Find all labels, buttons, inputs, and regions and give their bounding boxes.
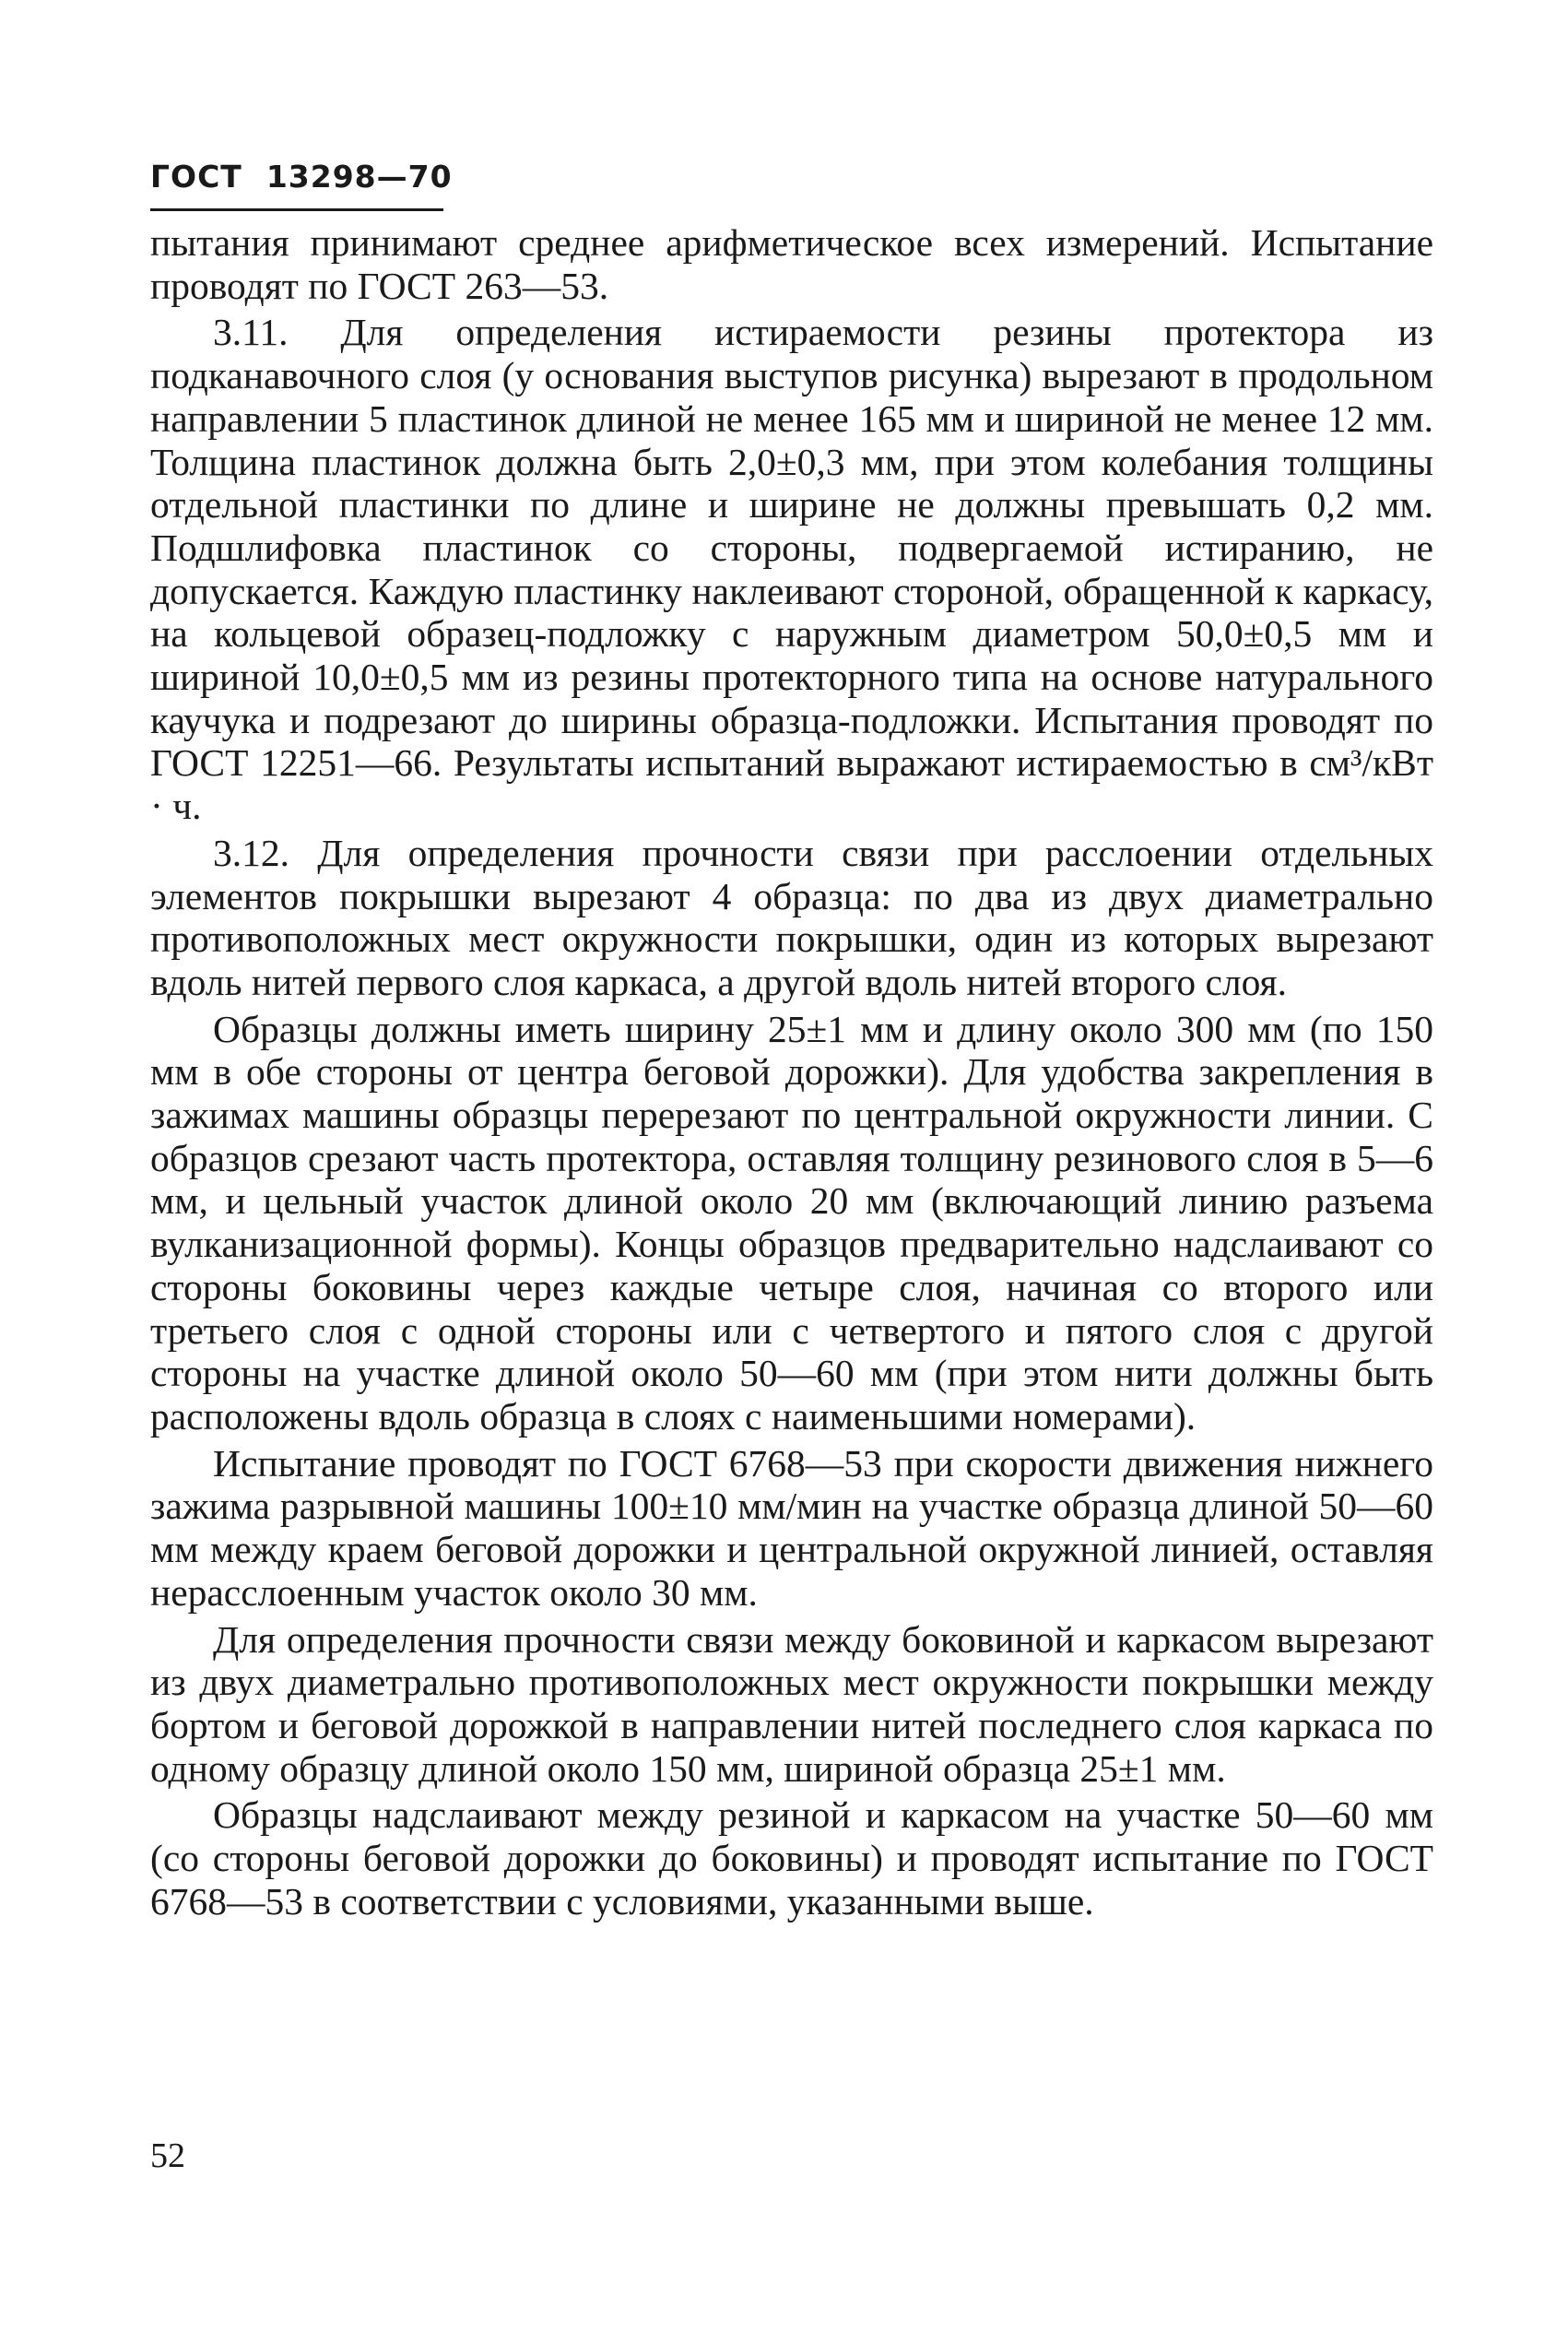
document-header: [150, 159, 453, 195]
paragraph-delamination: Образцы надслаивают между резиной и каркасом на участке 50—60 мм (со стороны беговой дорожки до боковины) и проводят испытание по ГОСТ 6768—53 в соответствии с условиями, указанными выше.: [150, 1793, 1433, 1923]
standard-number: 13298—70: [265, 159, 453, 195]
page-number: 52: [150, 2136, 185, 2175]
paragraph-sample-dimensions: Образцы должны иметь ширину 25±1 мм и длину около 300 мм (по 150 мм в обе стороны от центра беговой дорожки). Для удобства закрепления в зажимах машины образцы перерезают по центральной окружности линии. С образцов срезают часть протектора, оставляя толщину резинового слоя в 5—6 мм, и цельный участок длиной около 20 мм (включающий линию разъема вулканизационной формы). Концы образцов предварительно надслаивают со стороны боковины через каждые четыре слоя, начиная со второго или третьего слоя с одной стороны или с четвертого и пятого слоя с другой стороны на участке длиной около 50—60 мм (при этом нити должны быть расположены вдоль образца в слоях с наименьшими номерами).: [150, 1007, 1433, 1438]
paragraph-3-12: 3.12. Для определения прочности связи при расслоении отдельных элементов покрышки вырезают 4 образца: по два из двух диаметрально противоположных мест окружности покрышки, один из которых вырезают вдоль нитей первого слоя каркаса, а другой вдоль нитей второго слоя.: [150, 831, 1433, 1003]
standard-label: ГОСТ: [150, 159, 242, 195]
header-underline: [150, 208, 443, 211]
paragraph-sidewall-carcass: Для определения прочности связи между боковиной и каркасом вырезают из двух диаметрально противоположных мест окружности покрышки между бортом и беговой дорожкой в направлении нитей последнего слоя каркаса по одному образцу длиной около 150 мм, шириной образца 25±1 мм.: [150, 1617, 1433, 1790]
paragraph-test-procedure: Испытание проводят по ГОСТ 6768—53 при скорости движения нижнего зажима разрывной машины 100±10 мм/мин на участке образца длиной 50—60 мм между краем беговой дорожки и центральной окружной линией, оставляя нерасслоенным участок около 30 мм.: [150, 1441, 1433, 1614]
paragraph-continued: пытания принимают среднее арифметическое всех измерений. Испытание проводят по ГОСТ 263—53.: [150, 221, 1433, 307]
body-text: [150, 221, 1433, 1923]
paragraph-3-11: 3.11. Для определения истираемости резины протектора из подканавочного слоя (у основания выступов рисунка) вырезают в продольном направлении 5 пластинок длиной не менее 165 мм и шириной не менее 12 мм. Толщина пластинок должна быть 2,0±0,3 мм, при этом колебания толщины отдельной пластинки по длине и ширине не должны превышать 0,2 мм. Подшлифовка пластинок со стороны, подвергаемой истиранию, не допускается. Каждую пластинку наклеивают стороной, обращенной к каркасу, на кольцевой образец-подложку с наружным диаметром 50,0±0,5 мм и шириной 10,0±0,5 мм из резины протекторного типа на основе натурального каучука и подрезают до ширины образца-подложки. Испытания проводят по ГОСТ 12251—66. Результаты испытаний выражают истираемостью в см³/кВт · ч.: [150, 311, 1433, 828]
